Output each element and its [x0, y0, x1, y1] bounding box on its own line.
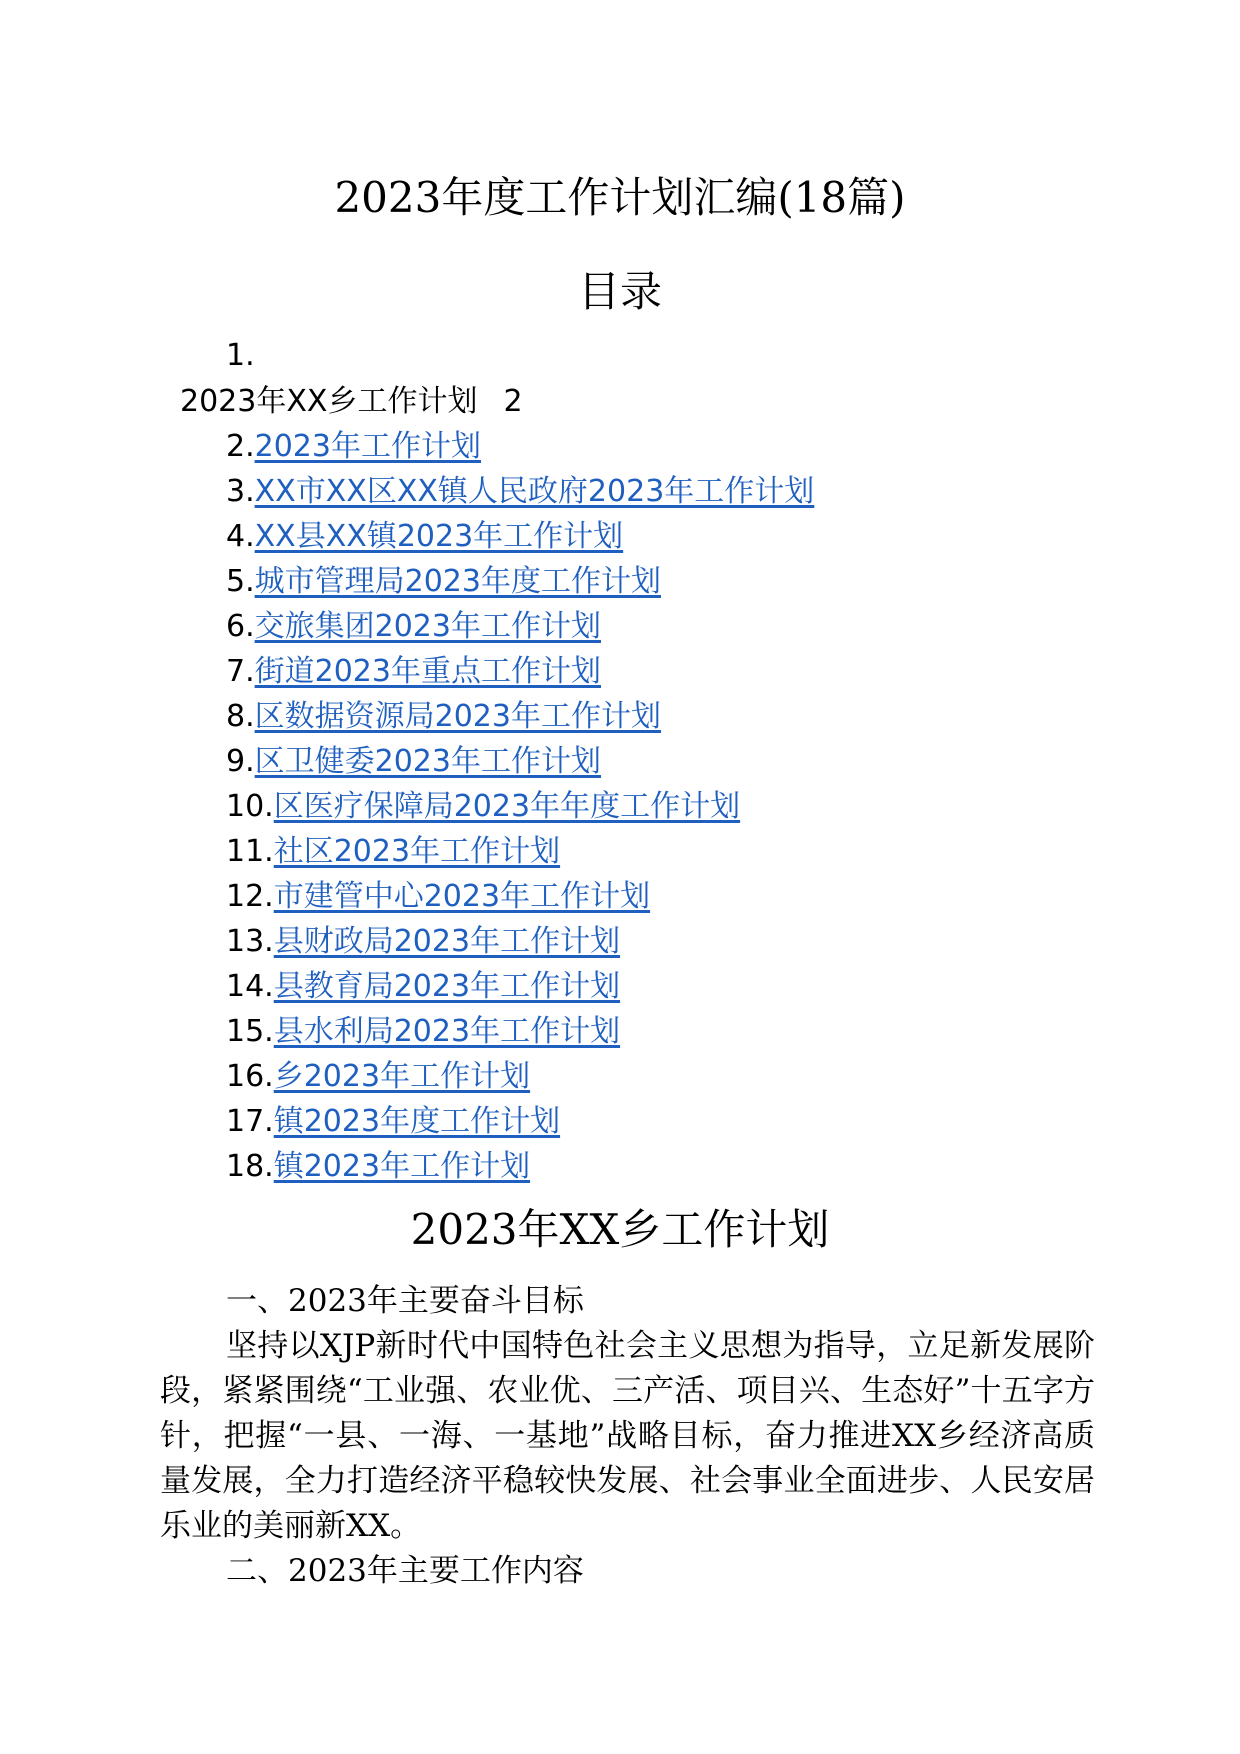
toc-item — [226, 739, 814, 784]
toc-item-number: 6. — [226, 609, 255, 644]
toc-link[interactable]: 街道2023年重点工作计划 — [254, 654, 601, 689]
toc-item-number: 4. — [226, 519, 255, 554]
toc-item — [226, 1054, 814, 1099]
toc-item — [226, 919, 814, 964]
toc-item — [226, 874, 814, 919]
toc-item — [226, 1099, 814, 1144]
toc-link[interactable]: XX县XX镇2023年工作计划 — [254, 519, 624, 554]
toc-item — [226, 649, 814, 694]
toc-link[interactable]: 交旅集团2023年工作计划 — [254, 609, 601, 644]
toc-item-1-page-number: 2 — [503, 384, 523, 419]
toc-link[interactable]: 社区2023年工作计划 — [273, 834, 561, 869]
toc-item-1-title[interactable]: 2023年XX乡工作计划 — [180, 384, 478, 419]
toc-item-number: 15. — [226, 1014, 274, 1049]
toc-item — [226, 829, 814, 874]
toc-item — [226, 604, 814, 649]
toc-link[interactable]: 镇2023年度工作计划 — [273, 1104, 561, 1139]
toc-item — [226, 694, 814, 739]
toc-item — [226, 514, 814, 559]
toc-link[interactable]: 县财政局2023年工作计划 — [273, 924, 621, 959]
toc-item-1-number: 1. — [226, 338, 255, 373]
toc-item — [226, 469, 814, 514]
toc-item-number: 9. — [226, 744, 255, 779]
toc-item — [226, 424, 814, 469]
toc-item — [226, 1009, 814, 1054]
toc-item-number: 8. — [226, 699, 255, 734]
toc-link[interactable]: 县教育局2023年工作计划 — [273, 969, 621, 1004]
toc-item-number: 18. — [226, 1149, 274, 1184]
toc-item-number: 12. — [226, 879, 274, 914]
toc-item — [226, 964, 814, 1009]
toc-item-number: 16. — [226, 1059, 274, 1094]
toc-item-number: 13. — [226, 924, 274, 959]
section-heading-1: 一、2023年主要奋斗目标 — [226, 1283, 584, 1319]
toc-link[interactable]: 区卫健委2023年工作计划 — [254, 744, 601, 779]
toc-link[interactable]: 区医疗保障局2023年年度工作计划 — [273, 789, 741, 824]
toc-item-number: 10. — [226, 789, 274, 824]
toc-link[interactable]: 2023年工作计划 — [254, 429, 481, 464]
toc-link[interactable]: XX市XX区XX镇人民政府2023年工作计划 — [254, 474, 815, 509]
section-paragraph-1: 坚持以XJP新时代中国特色社会主义思想为指导，立足新发展阶段，紧紧围绕“工业强、农业优、三产活、项目兴、生态好”十五字方针，把握“一县、一海、一基地”战略目标，奋力推进XX乡经济高质量发展，全力打造经济平稳较快发展、社会事业全面进步、人民安居乐业的美丽新XX。 — [160, 1328, 1095, 1544]
toc-link[interactable]: 县水利局2023年工作计划 — [273, 1014, 621, 1049]
toc-item-number: 2. — [226, 429, 255, 464]
section-title: 2023年XX乡工作计划 — [410, 1205, 830, 1254]
toc-item — [226, 784, 814, 829]
toc-item — [226, 559, 814, 604]
section-heading-2: 二、2023年主要工作内容 — [226, 1553, 584, 1589]
toc-item-number: 11. — [226, 834, 274, 869]
toc-link[interactable]: 乡2023年工作计划 — [273, 1059, 531, 1094]
toc-list — [226, 424, 814, 1189]
toc-link[interactable]: 区数据资源局2023年工作计划 — [254, 699, 661, 734]
toc-item-number: 3. — [226, 474, 255, 509]
toc-item-number: 14. — [226, 969, 274, 1004]
document-title: 2023年度工作计划汇编(18篇) — [334, 173, 906, 222]
toc-link[interactable]: 镇2023年工作计划 — [273, 1149, 531, 1184]
toc-item-number: 17. — [226, 1104, 274, 1139]
toc-item-number: 5. — [226, 564, 255, 599]
toc-item-number: 7. — [226, 654, 255, 689]
toc-link[interactable]: 城市管理局2023年度工作计划 — [254, 564, 661, 599]
toc-link[interactable]: 市建管中心2023年工作计划 — [273, 879, 651, 914]
toc-heading: 目录 — [577, 267, 662, 316]
toc-item — [226, 1144, 814, 1189]
toc-item-1[interactable] — [180, 380, 523, 424]
